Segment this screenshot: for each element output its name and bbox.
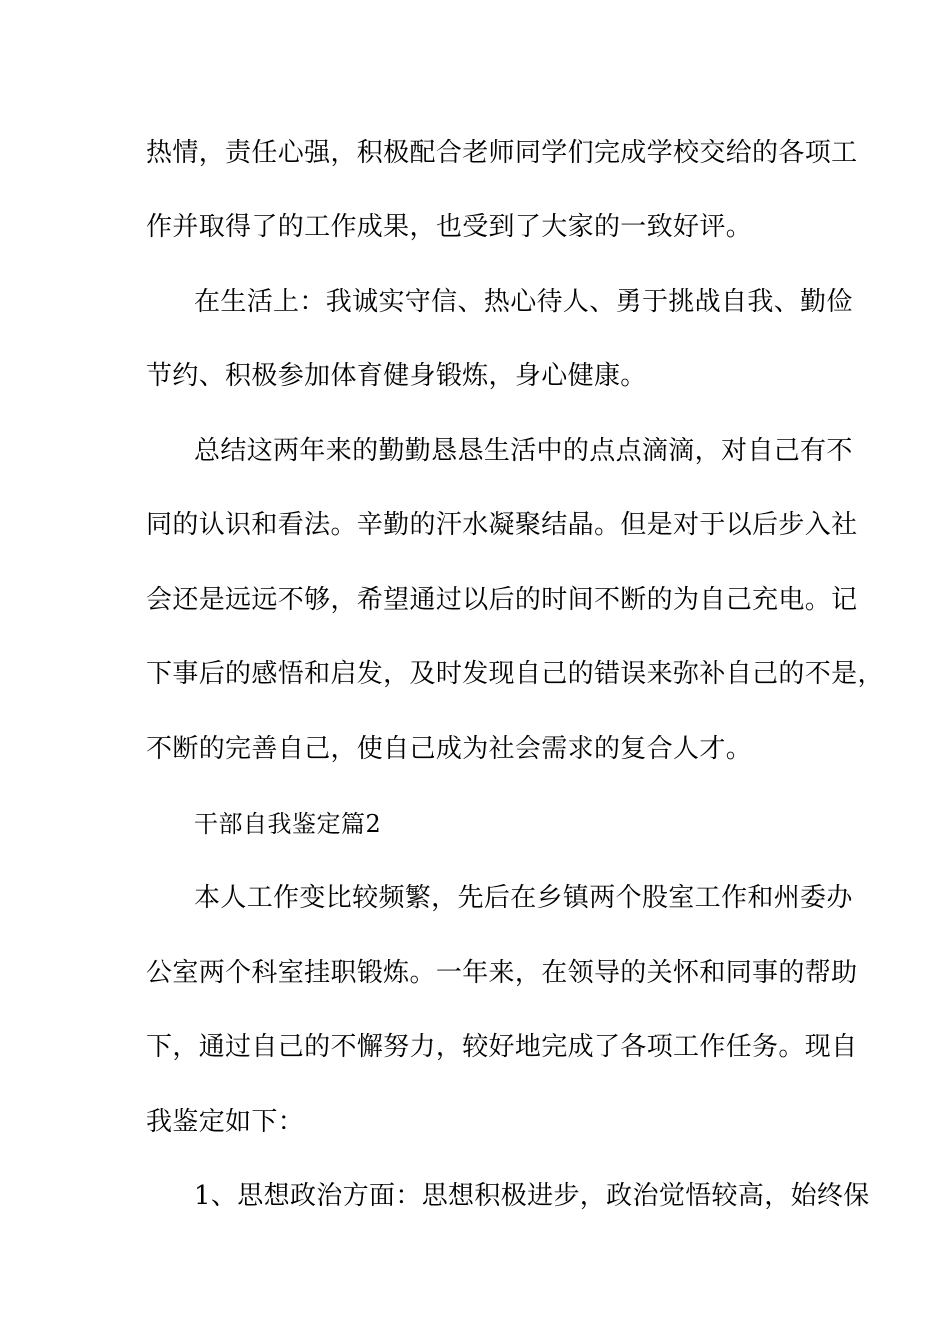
paragraph-line: 1、思想政治方面：思想积极进步，政治觉悟较高，始终保	[194, 1181, 870, 1211]
paragraph-line: 总结这两年来的勤勤恳恳生活中的点点滴滴，对自己有不	[194, 436, 853, 466]
paragraph-line: 不断的完善自己，使自己成为社会需求的复合人才。	[146, 734, 753, 764]
paragraph-line: 会还是远远不够，希望通过以后的时间不断的为自己充电。记	[146, 585, 858, 615]
paragraph-line: 下事后的感悟和启发，及时发现自己的错误来弥补自己的不是，	[146, 659, 884, 689]
paragraph-line: 节约、积极参加体育健身锻炼，身心健康。	[146, 361, 647, 391]
paragraph-line: 作并取得了的工作成果，也受到了大家的一致好评。	[146, 212, 753, 242]
paragraph-line: 公室两个科室挂职锻炼。一年来，在领导的关怀和同事的帮助	[146, 958, 858, 988]
paragraph-line: 热情，责任心强，积极配合老师同学们完成学校交给的各项工	[146, 138, 858, 168]
section-heading: 干部自我鉴定篇2	[194, 810, 382, 838]
paragraph-line: 在生活上：我诚实守信、热心待人、勇于挑战自我、勤俭	[194, 287, 853, 317]
paragraph-line: 本人工作变比较频繁，先后在乡镇两个股室工作和州委办	[194, 883, 853, 913]
paragraph-line: 我鉴定如下：	[146, 1107, 305, 1137]
paragraph-line: 下，通过自己的不懈努力，较好地完成了各项工作任务。现自	[146, 1032, 858, 1062]
paragraph-line: 同的认识和看法。辛勤的汗水凝聚结晶。但是对于以后步入社	[146, 510, 858, 540]
